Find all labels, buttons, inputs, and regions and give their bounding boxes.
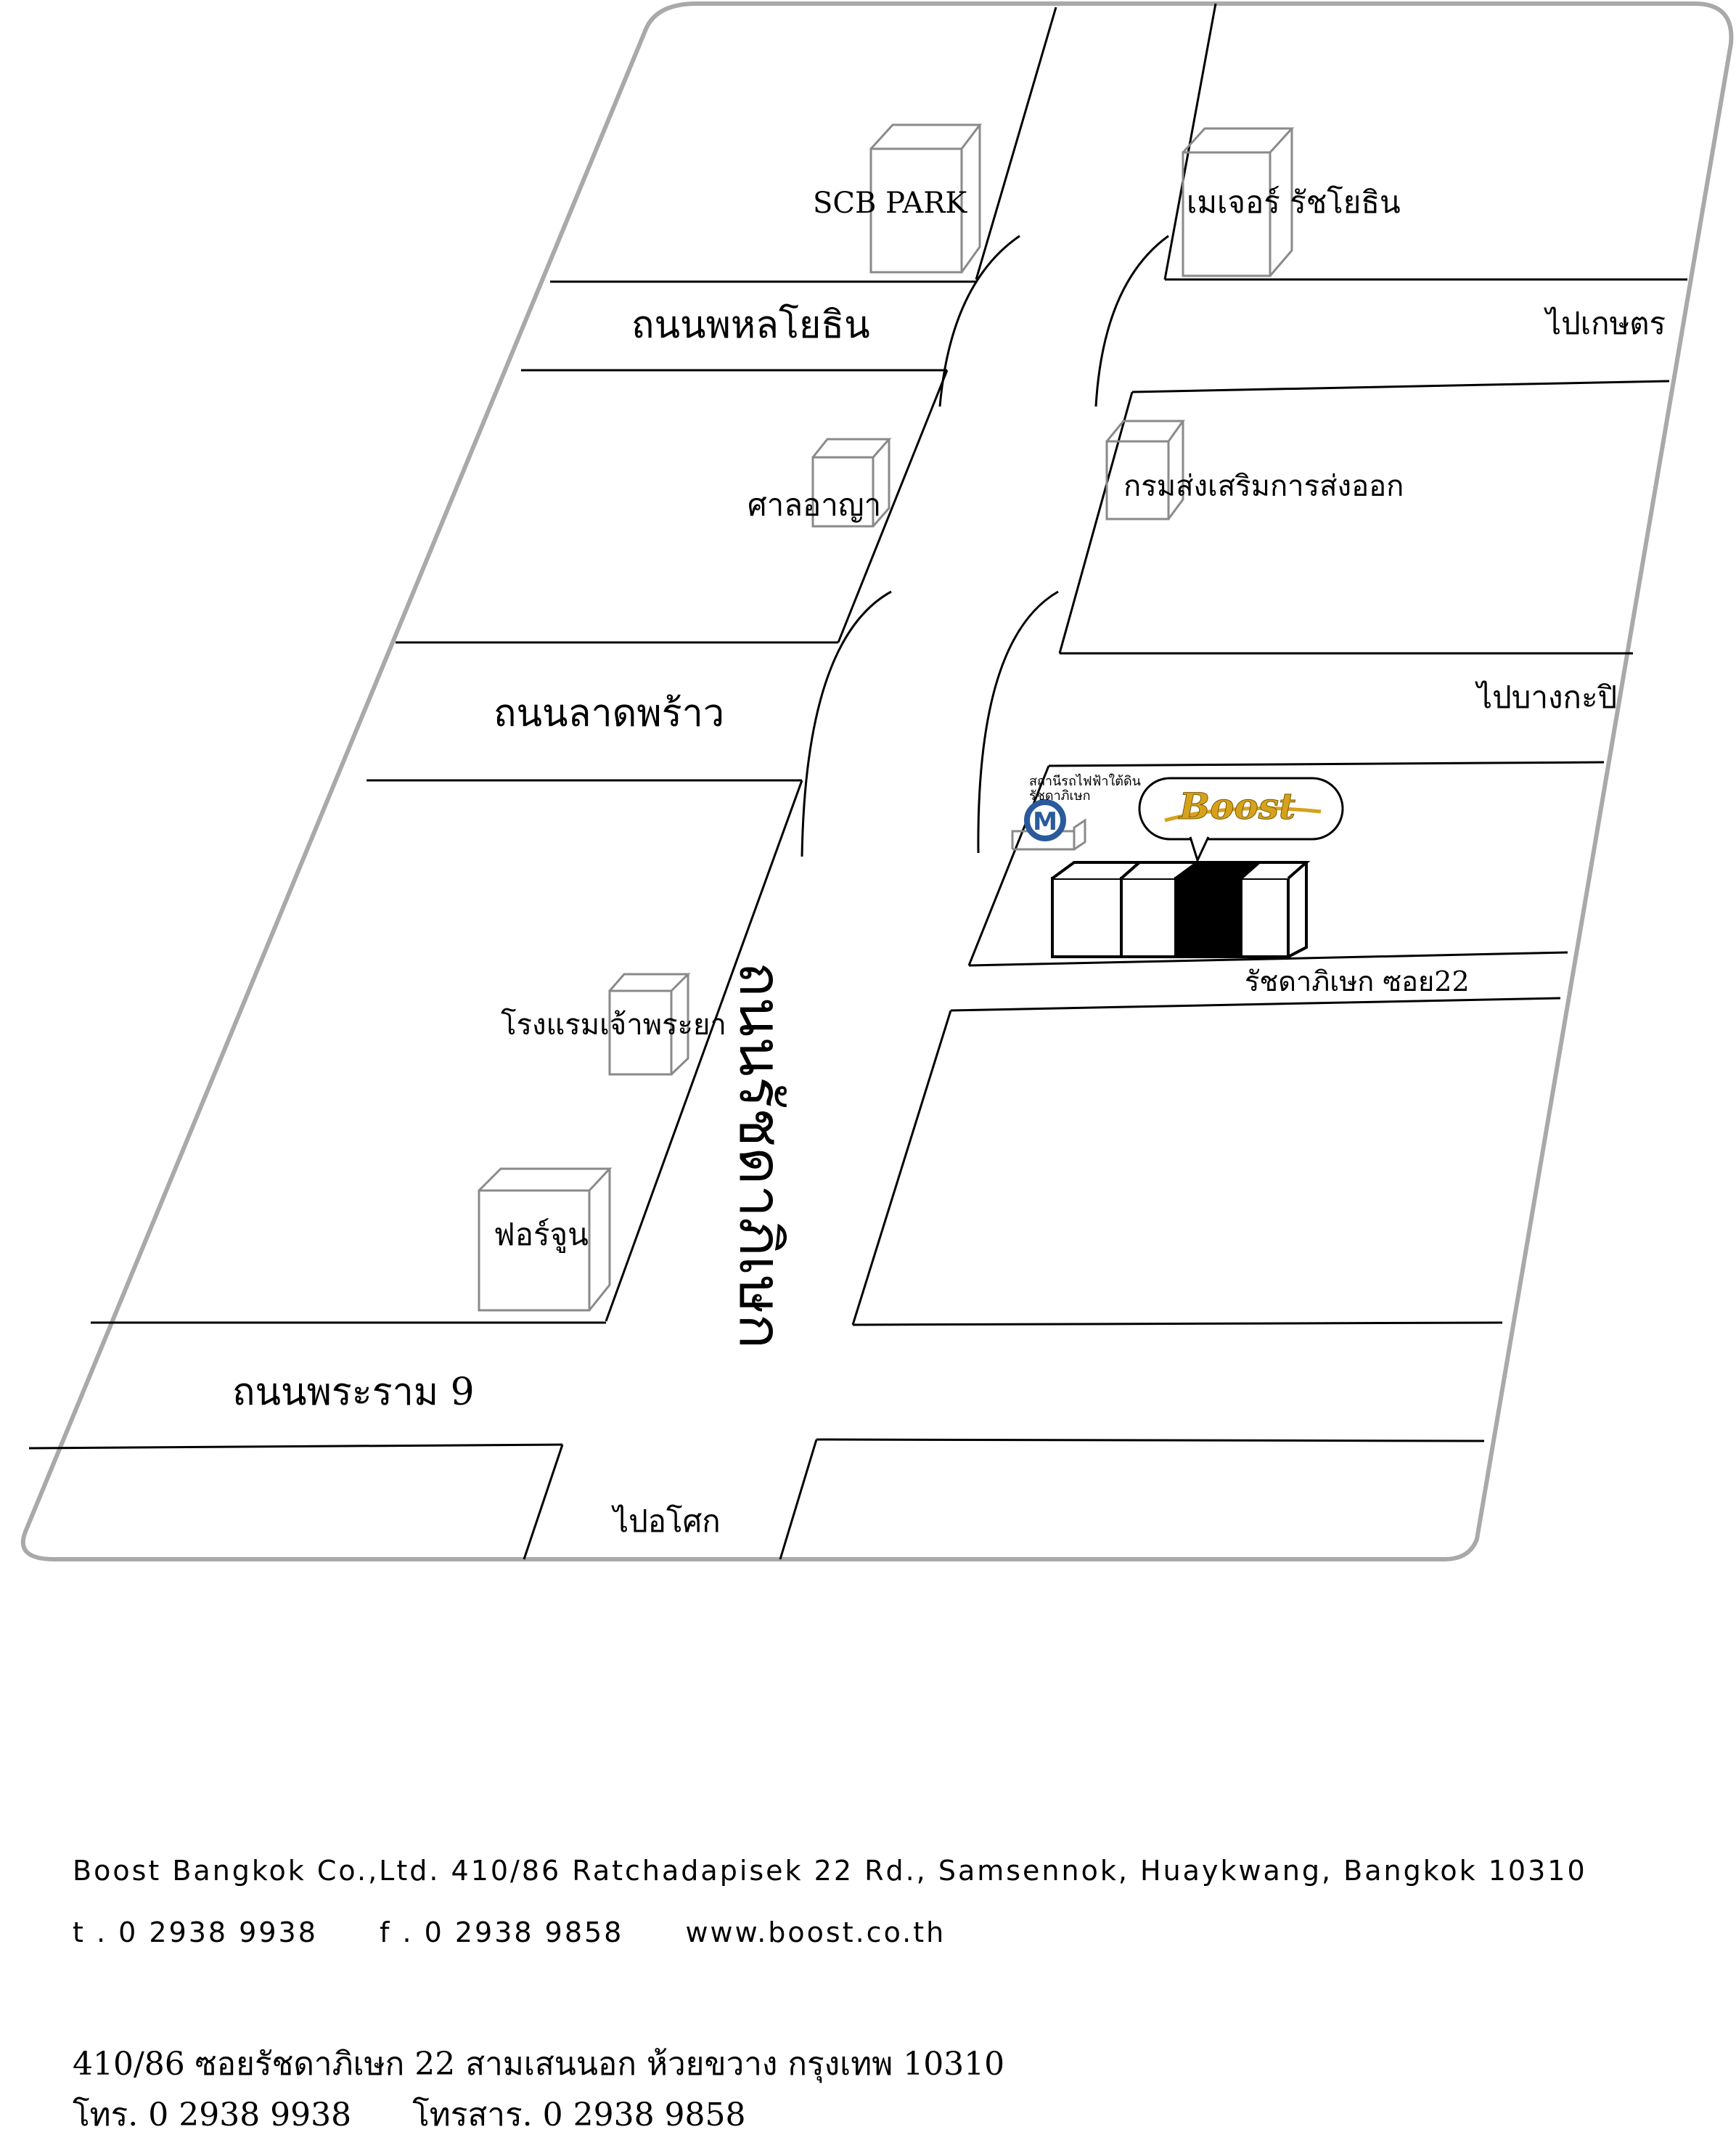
road-label-ratchadaphisek: ถนนรัชดาภิเษก [726, 962, 794, 1349]
landmark-chao-phraya-hotel: โรงแรมเจ้าพระยา [501, 1008, 726, 1042]
road-label-phahon-yothin: ถนนพหลโยธิน [631, 303, 870, 347]
landmark-major-ratchayothin: เมเจอร์ รัชโยธิน [1187, 184, 1401, 220]
boost-building-row [1052, 862, 1306, 957]
mrt-letter: M [1033, 807, 1057, 836]
landmark-scb-park: SCB PARK [813, 187, 967, 220]
landmark-fortune: ฟอร์จูน [494, 1217, 589, 1252]
boost-logo: Boost [1179, 785, 1296, 828]
road-label-lat-phrao: ถนนลาดพร้าว [494, 692, 725, 735]
thai-fax-number: โทรสาร. 0 2938 9858 [412, 2096, 746, 2133]
landmark-criminal-court: ศาลอาญา [748, 487, 882, 523]
road-label-rama-9: ถนนพระราม 9 [232, 1371, 475, 1414]
direction-to-kaset: ไปเกษตร [1546, 306, 1666, 341]
road-label-soi-22: รัชดาภิเษก ซอย22 [1245, 965, 1470, 997]
road-lines [29, 4, 1687, 1559]
phone-number: t . 0 2938 9938 [73, 1916, 318, 1948]
landmark-export-promotion: กรมส่งเสริมการส่งออก [1123, 470, 1404, 503]
mrt-caption-line1: สถานีรถไฟฟ้าใต้ดิน [1029, 774, 1141, 789]
thai-contact-line [73, 2089, 797, 2140]
thai-phone-number: โทร. 0 2938 9938 [73, 2096, 352, 2133]
fax-number: f . 0 2938 9858 [379, 1916, 624, 1948]
direction-to-asok: ไปอโศก [613, 1503, 721, 1539]
website-link[interactable]: www.boost.co.th [685, 1916, 946, 1948]
target-building [1176, 878, 1241, 957]
company-address-line: Boost Bangkok Co.,Ltd. 410/86 Ratchadapisek 22 Rd., Samsennok, Huaykwang, Bangkok 10310 [73, 1855, 1587, 1887]
map-border [23, 4, 1732, 1559]
mrt-station [1012, 773, 1141, 849]
boost-callout [1139, 778, 1343, 860]
mrt-caption-line2: รัชดาภิเษก [1029, 788, 1091, 804]
direction-to-bang-kapi: ไปบางกะปิ [1477, 679, 1618, 715]
thai-address-line: 410/86 ซอยรัชดาภิเษก 22 สามเสนนอก ห้วยขวาง กรุงเทพ 10310 [73, 2046, 1005, 2083]
contact-line [73, 1916, 996, 1948]
